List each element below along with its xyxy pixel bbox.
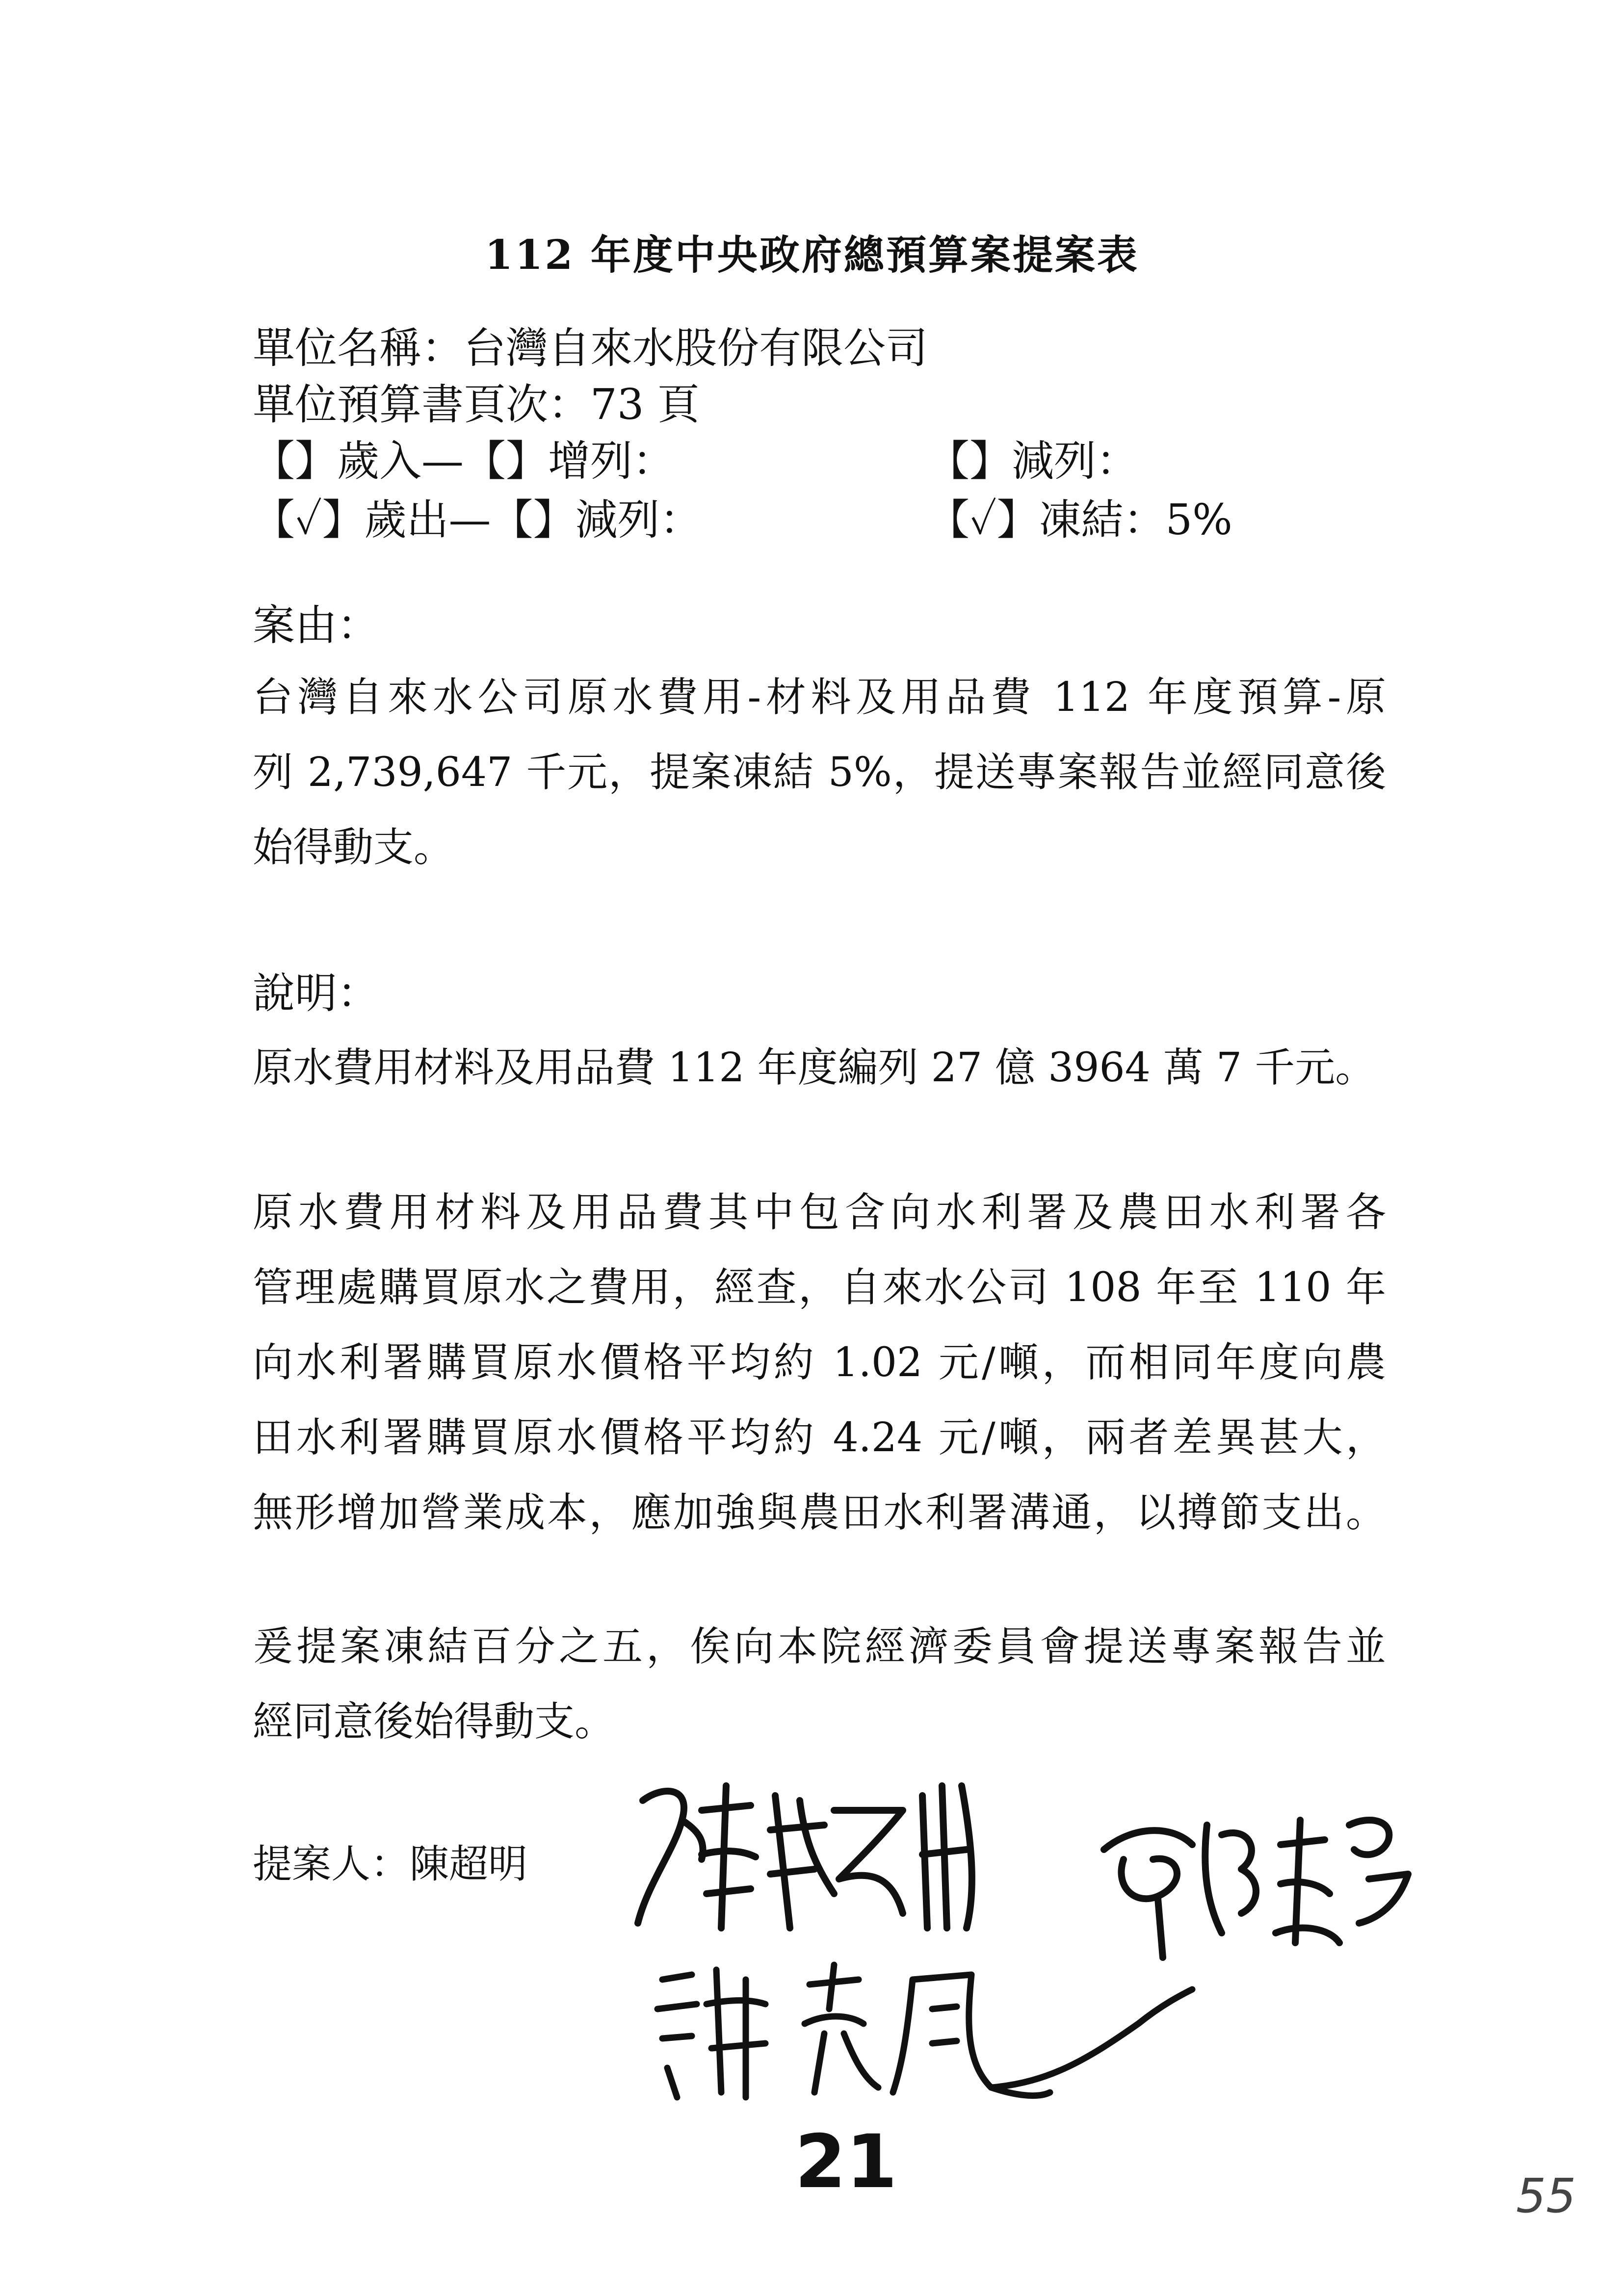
revenue-option-row: 【】歲入—【】增列：	[253, 437, 675, 486]
unit-budget-page: 單位預算書頁次：73 頁	[253, 380, 700, 429]
explanation-line: 無形增加營業成本，應加強與農田水利署溝通，以撙節支出。	[253, 1489, 1386, 1536]
handwritten-page-number: 55	[1516, 2168, 1576, 2223]
reason-text	[253, 660, 1386, 885]
explanation-heading: 說明：	[253, 969, 379, 1018]
expenditure-option-row: 【✓】歲出—【】減列：	[253, 496, 702, 545]
proposer-label: 提案人：陳超明	[253, 1841, 527, 1887]
signature-xie-yi-feng	[648, 1950, 1197, 2107]
explanation-line: 向水利署購買原水價格平均約 1.02 元/噸，而相同年度向農	[253, 1339, 1386, 1386]
explanation-line: 原水費用材料及用品費其中包含向水利署及農田水利署各	[253, 1189, 1386, 1236]
freeze-option: 【✓】凍結：5%	[927, 496, 1232, 545]
explanation-paragraph-1	[253, 1030, 1386, 1105]
explanation-line: 田水利署購買原水價格平均約 4.24 元/噸，兩者差異甚大，	[253, 1414, 1386, 1461]
signature-qiu-yi-ying	[1094, 1796, 1428, 1972]
reason-line: 始得動支。	[253, 824, 454, 871]
explanation-line: 管理處購買原水之費用，經查，自來水公司 108 年至 110 年	[253, 1264, 1386, 1311]
reason-heading: 案由：	[253, 601, 379, 650]
reason-line: 台灣自來水公司原水費用-材料及用品費 112 年度預算-原	[253, 674, 1386, 721]
explanation-line: 經同意後始得動支。	[253, 1698, 615, 1745]
page-number: 21	[795, 2119, 897, 2205]
explanation-line: 爰提案凍結百分之五，俟向本院經濟委員會提送專案報告並	[253, 1623, 1386, 1670]
explanation-line: 原水費用材料及用品費 112 年度編列 27 億 3964 萬 7 千元。	[253, 1044, 1376, 1091]
signature-chen-chao-ming	[628, 1766, 1021, 1943]
reason-line: 列 2,739,647 千元，提案凍結 5%，提送專案報告並經同意後	[253, 749, 1386, 796]
explanation-paragraph-3	[253, 1609, 1386, 1759]
revenue-reduce-option: 【】減列：	[927, 437, 1138, 486]
page-title: 112 年度中央政府總預算案提案表	[485, 232, 1139, 279]
unit-name: 單位名稱：台灣自來水股份有限公司	[253, 324, 928, 373]
explanation-paragraph-2	[253, 1175, 1386, 1550]
